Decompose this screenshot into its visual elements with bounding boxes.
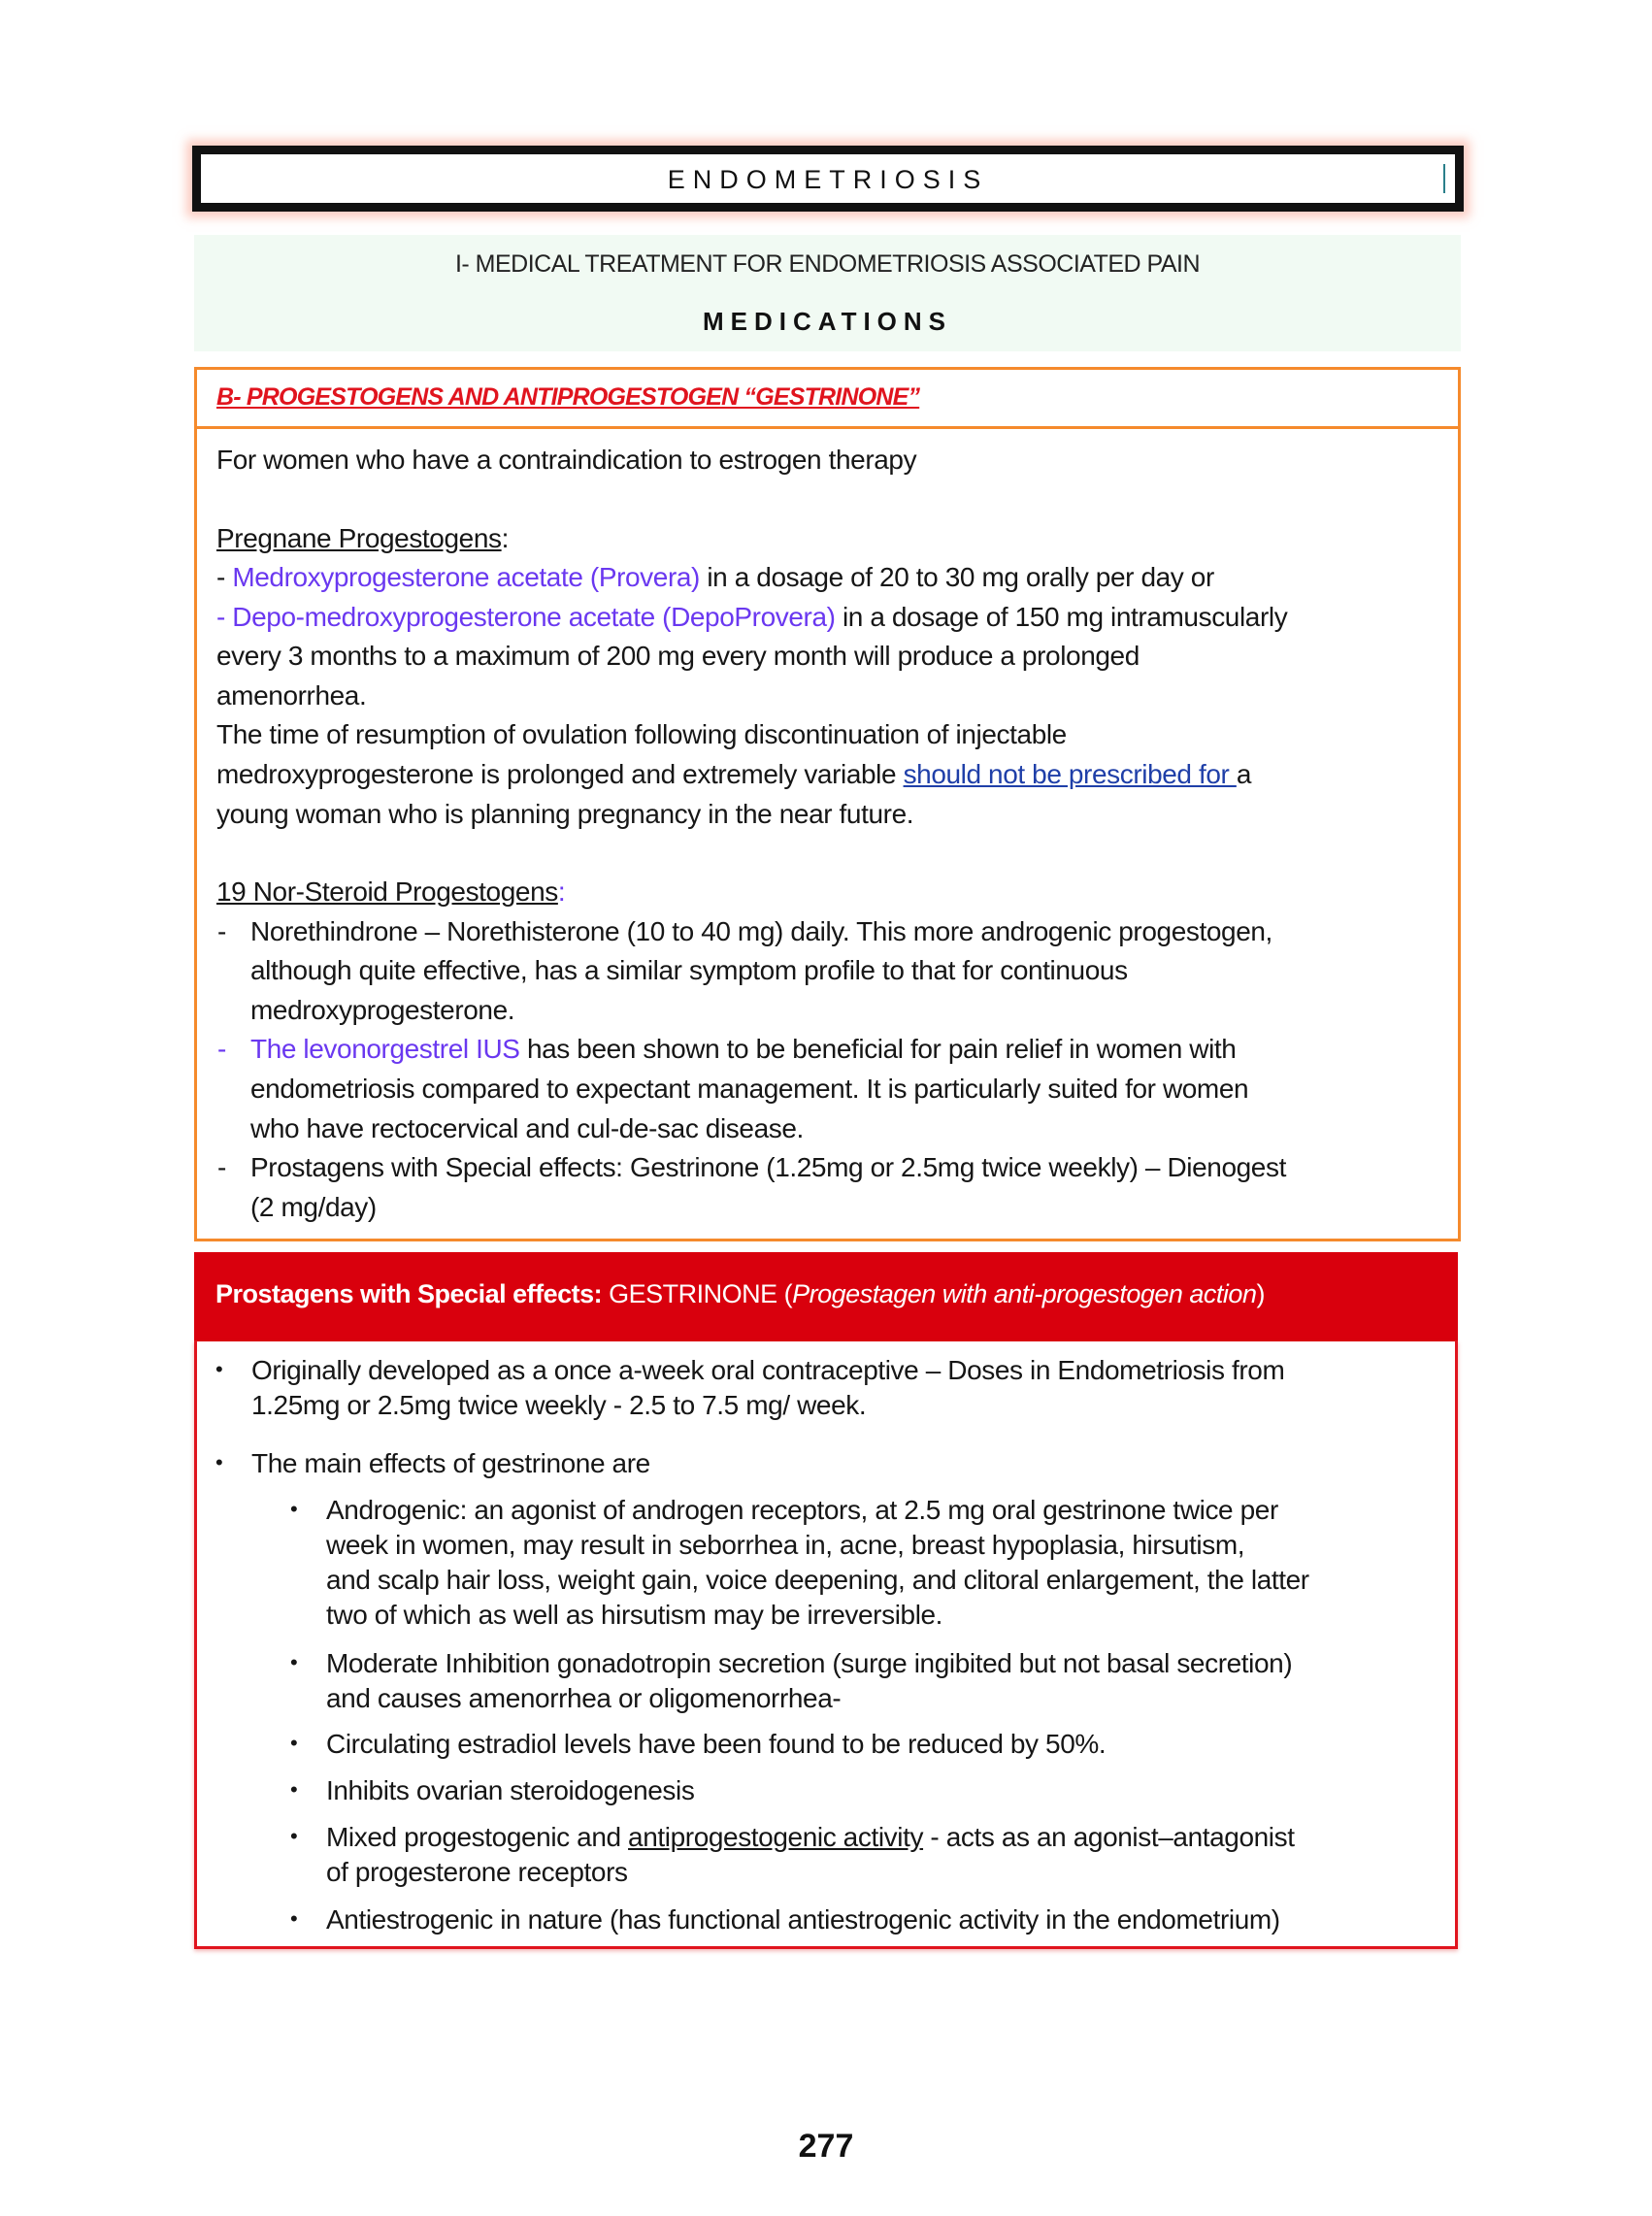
section-title: I- MEDICAL TREATMENT FOR ENDOMETRIOSIS ASSOCIATED PAIN xyxy=(454,250,1201,278)
text-line: every 3 months to a maximum of 200 mg every month will produce a prolonged xyxy=(216,641,1140,671)
text-line: who have rectocervical and cul-de-sac disease. xyxy=(250,1113,804,1143)
text-line: of progesterone receptors xyxy=(326,1857,628,1887)
chapter-title-box xyxy=(192,146,1464,212)
subsection-title: MEDICATIONS xyxy=(702,307,953,336)
gestrinone-header-text: Prostagens with Special effects: GESTRINONE (Progestagen with anti-progestogen action) xyxy=(215,1279,1265,1308)
effect-steroidogenesis: Inhibits ovarian steroidogenesis xyxy=(326,1775,695,1805)
drug-name-depoprovera: - Depo-medroxyprogesterone acetate (DepoProvera) xyxy=(216,602,836,632)
text-line: and causes amenorrhea or oligomenorrhea- xyxy=(326,1683,842,1713)
nor-item-levonorgestrel: The levonorgestrel IUS has been shown to be beneficial for pain relief in women with xyxy=(250,1034,1237,1064)
bullet-icon: • xyxy=(290,1777,298,1802)
text-line: two of which as well as hirsutism may be irreversible. xyxy=(326,1600,943,1630)
text-line: medroxyprogesterone is prolonged and extremely variable should not be prescribed for a xyxy=(216,759,1252,789)
bullet-icon: • xyxy=(290,1650,298,1674)
text-line: and scalp hair loss, weight gain, voice deepening, and clitoral enlargement, the latter xyxy=(326,1565,1309,1595)
intro-text: For women who have a contraindication to estrogen therapy xyxy=(216,445,917,475)
progestogens-heading: B- PROGESTOGENS AND ANTIPROGESTOGEN “GESTRINONE” xyxy=(216,383,920,411)
chapter-title: ENDOMETRIOSIS xyxy=(667,165,989,194)
page-number: 277 xyxy=(798,2128,854,2165)
effect-antiestrogenic: Antiestrogenic in nature (has functional antiestrogenic activity in the endometrium) xyxy=(326,1904,1280,1935)
bullet-icon: • xyxy=(215,1450,223,1474)
dash-marker: - xyxy=(217,1152,226,1182)
pregnane-heading: Pregnane Progestogens: xyxy=(216,523,509,553)
nor-steroid-heading: 19 Nor-Steroid Progestogens: xyxy=(216,876,566,907)
bullet-icon: • xyxy=(290,1906,298,1931)
dash-marker: - xyxy=(217,1034,226,1064)
bullet-icon: • xyxy=(215,1357,223,1381)
text-line: 1.25mg or 2.5mg twice weekly - 2.5 to 7.5 mg/ week. xyxy=(251,1390,867,1420)
should-not-be-prescribed-link[interactable]: should not be prescribed for xyxy=(903,759,1237,789)
text-line: medroxyprogesterone. xyxy=(250,995,515,1025)
section-header-panel xyxy=(194,235,1461,351)
text-line: amenorrhea. xyxy=(216,680,367,711)
nor-steroid-label: 19 Nor-Steroid Progestogens xyxy=(216,876,558,907)
text-line: endometriosis compared to expectant management. It is particularly suited for women xyxy=(250,1074,1249,1104)
drug-name-provera: Medroxyprogesterone acetate (Provera) xyxy=(232,562,700,592)
text-cursor-mark xyxy=(1443,164,1445,193)
text-line: although quite effective, has a similar symptom profile to that for continuous xyxy=(250,955,1128,985)
bullet-icon: • xyxy=(290,1497,298,1521)
gestrinone-header xyxy=(194,1252,1458,1341)
effect-gonadotropin-inhibition: Moderate Inhibition gonadotropin secretion (surge ingibited but not basal secretion) xyxy=(326,1648,1293,1678)
text-line: (2 mg/day) xyxy=(250,1192,377,1222)
bullet-icon: • xyxy=(290,1824,298,1848)
drug-name-levonorgestrel: The levonorgestrel IUS xyxy=(250,1034,520,1064)
text-line: week in women, may result in seborrhea in, acne, breast hypoplasia, hirsutism, xyxy=(326,1530,1245,1560)
pregnane-label: Pregnane Progestogens xyxy=(216,523,502,553)
pregnane-item-depoprovera: - Depo-medroxyprogesterone acetate (DepoProvera) in a dosage of 150 mg intramuscularly xyxy=(216,602,1288,632)
progestogens-heading-box xyxy=(194,367,1461,429)
effect-mixed-activity: Mixed progestogenic and antiprogestogenic activity - acts as an agonist–antagonist xyxy=(326,1822,1295,1852)
dash-marker: - xyxy=(217,916,226,946)
gestrinone-bullet-main-effects: The main effects of gestrinone are xyxy=(251,1448,650,1478)
effect-androgenic: Androgenic: an agonist of androgen receptors, at 2.5 mg oral gestrinone twice per xyxy=(326,1495,1278,1525)
text-line: young woman who is planning pregnancy in the near future. xyxy=(216,799,914,829)
nor-item-special-effects: Prostagens with Special effects: Gestrinone (1.25mg or 2.5mg twice weekly) – Dienogest xyxy=(250,1152,1286,1182)
effect-estradiol: Circulating estradiol levels have been found to be reduced by 50%. xyxy=(326,1729,1107,1759)
gestrinone-bullet-origin: Originally developed as a once a-week oral contraceptive – Doses in Endometriosis from xyxy=(251,1355,1285,1385)
text-line: The time of resumption of ovulation following discontinuation of injectable xyxy=(216,719,1067,749)
pregnane-item-provera: - Medroxyprogesterone acetate (Provera) in a dosage of 20 to 30 mg orally per day or xyxy=(216,562,1214,592)
nor-item-norethindrone: Norethindrone – Norethisterone (10 to 40 mg) daily. This more androgenic progestogen, xyxy=(250,916,1272,946)
bullet-icon: • xyxy=(290,1731,298,1755)
